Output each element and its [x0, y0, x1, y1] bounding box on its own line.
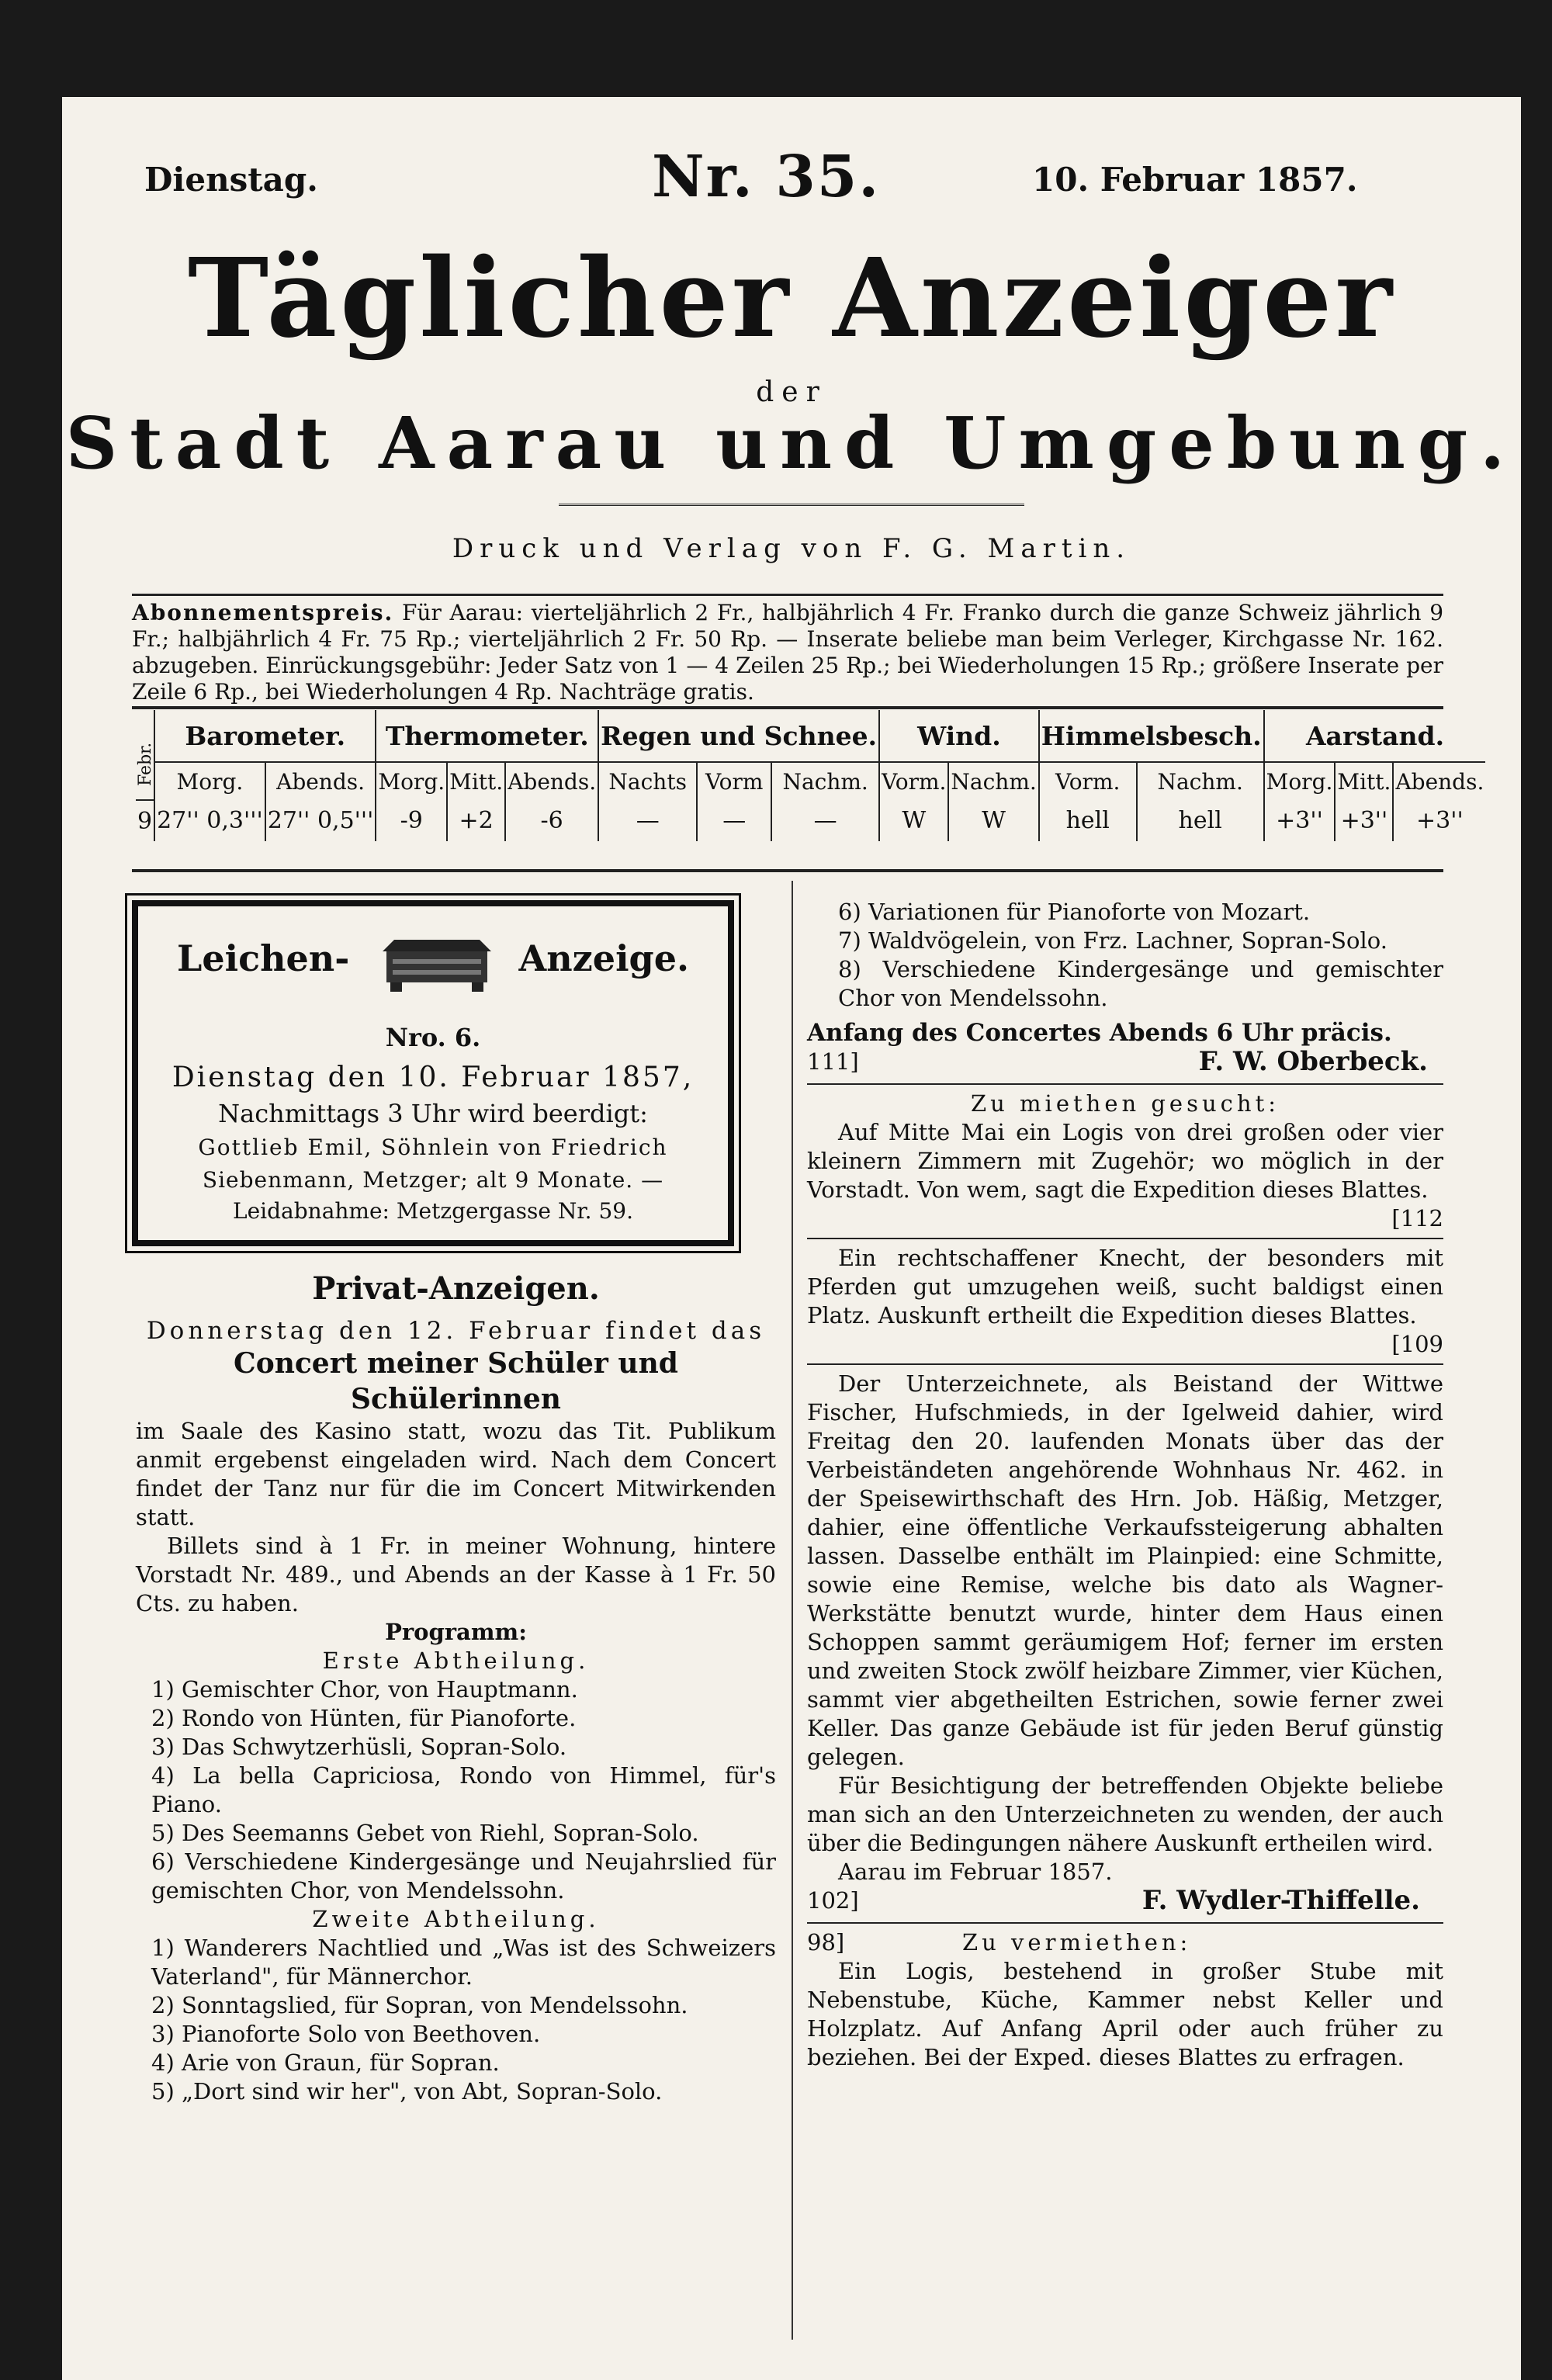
weather-header: Thermometer.: [376, 710, 598, 762]
programme-item: 5) Des Seemanns Gebet von Riehl, Sopran-Solo.: [151, 1820, 699, 1846]
weather-header: Wind.: [879, 710, 1039, 762]
right-column: [807, 898, 1443, 2072]
divider: [132, 594, 1443, 596]
ad-ref: [109: [1391, 1331, 1443, 1357]
signature-oberbeck: F. W. Oberbeck.: [1198, 1046, 1428, 1077]
weather-value: —: [771, 800, 879, 841]
column-divider: [792, 881, 793, 2340]
weather-month-label: Febr.: [136, 742, 155, 786]
programme-item: 7) Waldvögelein, von Frz. Lachner, Sopran-Solo.: [838, 927, 1387, 954]
coffin-icon: [379, 920, 495, 994]
weather-subheader: Mitt.: [1335, 762, 1393, 800]
weather-value: 27'' 0,3''': [154, 800, 265, 841]
weather-header: Barometer.: [154, 710, 376, 762]
programme-part-two: Zweite Abtheilung.: [312, 1906, 600, 1932]
weather-table: [136, 710, 1485, 841]
weather-value: —: [697, 800, 771, 841]
weather-value: -6: [505, 800, 598, 841]
death-notice: [132, 900, 734, 1246]
ad-ref: [112: [1391, 1205, 1443, 1232]
death-line: Nachmittags 3 Uhr wird beerdigt:: [218, 1099, 648, 1128]
death-title-right: Anzeige.: [518, 937, 689, 979]
weather-value: W: [879, 800, 948, 841]
weather-subheader: Morg.: [1264, 762, 1335, 800]
programme-item: 2) Sonntagslied, für Sopran, von Mendelssohn.: [151, 1992, 688, 2018]
programme-item: 3) Das Schwytzerhüsli, Sopran-Solo.: [151, 1734, 567, 1760]
programme-item: 6) Variationen für Pianoforte von Mozart.: [838, 899, 1311, 925]
weather-subheader: Nachm.: [1137, 762, 1264, 800]
publisher-line: Druck und Verlag von F. G. Martin.: [452, 533, 1131, 564]
programme-item: 1) Wanderers Nachtlied und „Was ist des Schweizers Vaterland", für Männerchor.: [151, 1935, 776, 1990]
death-line: Siebenmann, Metzger; alt 9 Monate. —: [202, 1167, 664, 1193]
weather-value: W: [948, 800, 1038, 841]
weather-subheader: Abends.: [1393, 762, 1485, 800]
weather-value: hell: [1137, 800, 1264, 841]
subscription-label: Abonnementspreis.: [132, 600, 394, 625]
weather-value: +3'': [1335, 800, 1393, 841]
masthead-title: Täglicher Anzeiger: [187, 235, 1396, 362]
weather-subheader: Vorm.: [1039, 762, 1137, 800]
weather-subheader: Abends.: [265, 762, 376, 800]
programme-item: 2) Rondo von Hünten, für Pianoforte.: [151, 1705, 577, 1731]
programme-list-one: [136, 1675, 776, 1905]
weather-subheader: Nachts: [598, 762, 697, 800]
private-ads-heading: Privat-Anzeigen.: [312, 1270, 600, 1307]
issue-date: 10. Februar 1857.: [1032, 161, 1358, 199]
programme-list-two: [136, 1934, 776, 2106]
weather-subheader: Morg.: [154, 762, 265, 800]
auction-viewing: Für Besichtigung der betreffenden Objekte beliebe man sich an den Unterzeichneten zu wenden, der auch über die Bedingungen nähere Auskunft ertheilen wird.: [807, 1772, 1443, 1856]
ad-ref: 102]: [807, 1887, 859, 1914]
weather-subheader: Abends.: [505, 762, 598, 800]
programme-heading: Programm:: [385, 1619, 527, 1645]
weather-header: Himmelsbesch.: [1039, 710, 1264, 762]
weather-value: +3'': [1264, 800, 1335, 841]
subscription-text: Für Aarau: vierteljährlich 2 Fr., halbjährlich 4 Fr. Franko durch die ganze Schweiz jährlich 9 Fr.; halbjährlich 4 Fr. 75 Rp.; vierteljährlich 2 Fr. 50 Rp. — Inserate beliebe man beim Verleger, Kirchgasse Nr. 162. abzugeben. Einrückungsgebühr: Jeder Satz von 1 — 4 Zeilen 25 Rp.; bei Wiederholungen 15 Rp.; größere Inserate per Zeile 6 Rp., bei Wiederholungen 4 Rp. Nachträge gratis.: [132, 600, 1444, 705]
weather-subheader: Morg.: [376, 762, 447, 800]
masthead-der: der: [756, 376, 827, 408]
programme-item: 4) Arie von Graun, für Sopran.: [151, 2049, 500, 2076]
ad-ref: 111]: [807, 1048, 859, 1075]
programme-part-one: Erste Abtheilung.: [322, 1647, 590, 1674]
weather-subheader: Vorm.: [879, 762, 948, 800]
weather-header: Regen und Schnee.: [598, 710, 879, 762]
ad-ref: 98]: [807, 1929, 845, 1956]
issue-day: Dienstag.: [144, 161, 318, 199]
subscription-info: [132, 600, 1443, 705]
death-title-left: Leichen-: [177, 937, 350, 979]
concert-tickets: Billets sind à 1 Fr. in meiner Wohnung, hintere Vorstadt Nr. 489., und Abends an der Kasse à 1 Fr. 50 Cts. zu haben.: [136, 1533, 776, 1616]
wanted-logis: Auf Mitte Mai ein Logis von drei großen oder vier kleinern Zimmern mit Zugehör; wo möglich in der Vorstadt. Von wem, sagt die Expedition dieses Blattes.: [807, 1119, 1443, 1203]
death-number: Nro. 6.: [385, 1023, 481, 1052]
weather-value: 27'' 0,5''': [265, 800, 376, 841]
programme-item: 5) „Dort sind wir her", von Abt, Sopran-Solo.: [151, 2078, 663, 2105]
issue-number: Nr. 35.: [652, 144, 881, 210]
weather-subheader: Mitt.: [447, 762, 505, 800]
auction-place-date: Aarau im Februar 1857.: [838, 1859, 1113, 1885]
servant-ad: Ein rechtschaffener Knecht, der besonders mit Pferden gut umzugehen weiß, sucht baldigst einen Platz. Auskunft ertheilt die Expedition dieses Blattes.: [807, 1245, 1443, 1329]
death-line: Gottlieb Emil, Söhnlein von Friedrich: [198, 1135, 668, 1160]
weather-day: 9: [137, 807, 153, 835]
for-rent-heading: Zu vermiethen:: [962, 1929, 1192, 1956]
weather-value: hell: [1039, 800, 1137, 841]
programme-item: 1) Gemischter Chor, von Hauptmann.: [151, 1676, 578, 1703]
for-rent-logis: Ein Logis, bestehend in großer Stube mit Nebenstube, Küche, Kammer nebst Keller und Holzplatz. Auf Anfang April oder auch früher zu beziehen. Bei der Exped. dieses Blattes zu erfragen.: [807, 1958, 1443, 2070]
masthead-rule: [559, 504, 1024, 511]
wanted-heading: Zu miethen gesucht:: [971, 1090, 1280, 1117]
programme-item: 6) Verschiedene Kindergesänge und Neujahrslied für gemischten Chor, von Mendelssohn.: [151, 1848, 776, 1904]
auction-ad: Der Unterzeichnete, als Beistand der Wittwe Fischer, Hufschmieds, in der Igelweid dahier, wird Freitag den 20. laufenden Monats über das der Verbeiständeten angehörende Wohnhaus Nr. 462. in der Speisewirthschaft des Hrn. Job. Häßig, Metzger, dahier, eine öffentliche Verkaufssteigerung abhalten lassen. Dasselbe enthält im Plainpied: eine Schmitte, sowie eine Remise, welche bis dato als Wagner-Werkstätte benutzt wurde, hinter dem Haus einen Schoppen sammt geräumigem Hof; ferner im ersten und zweiten Stock zwölf heizbare Zimmer, vier Küchen, sammt vier abgetheilten Estrichen, sowie ferner zwei Keller. Das ganze Gebäude ist für jeden Beruf günstig gelegen.: [807, 1370, 1443, 1770]
divider: [132, 869, 1443, 872]
concert-title: Concert meiner Schüler und Schülerinnen: [234, 1347, 678, 1415]
concert-start: Anfang des Concertes Abends 6 Uhr präcis.: [807, 1019, 1392, 1047]
weather-subheader: Nachm.: [771, 762, 879, 800]
concert-text: im Saale des Kasino statt, wozu das Tit. Publikum anmit ergebenst eingeladen wird. Nach dem Concert findet der Tanz nur für die im Concert Mitwirkenden statt.: [136, 1418, 776, 1530]
programme-item: 8) Verschiedene Kindergesänge und gemischter Chor von Mendelssohn.: [838, 956, 1443, 1011]
weather-value: +2: [447, 800, 505, 841]
weather-value: +3'': [1393, 800, 1485, 841]
programme-list-three: [807, 898, 1443, 1013]
divider: [132, 706, 1443, 709]
concert-intro: Donnerstag den 12. Februar findet das: [146, 1317, 766, 1345]
newspaper-page: [62, 97, 1521, 2380]
private-ads-column: [136, 1269, 776, 2106]
weather-subheader: Vorm: [697, 762, 771, 800]
masthead-subtitle: Stadt Aarau und Umgebung.: [65, 401, 1518, 485]
weather-value: —: [598, 800, 697, 841]
death-line: Dienstag den 10. Februar 1857,: [171, 1062, 695, 1093]
programme-item: 4) La bella Capriciosa, Rondo von Himmel, für's Piano.: [151, 1762, 776, 1817]
programme-item: 3) Pianoforte Solo von Beethoven.: [151, 2021, 541, 2047]
signature-wydler: F. Wydler-Thiffelle.: [1141, 1885, 1420, 1916]
death-line: Leidabnahme: Metzgergasse Nr. 59.: [233, 1198, 633, 1224]
weather-header: Aarstand.: [1264, 710, 1486, 762]
weather-value: -9: [376, 800, 447, 841]
weather-subheader: Nachm.: [948, 762, 1038, 800]
